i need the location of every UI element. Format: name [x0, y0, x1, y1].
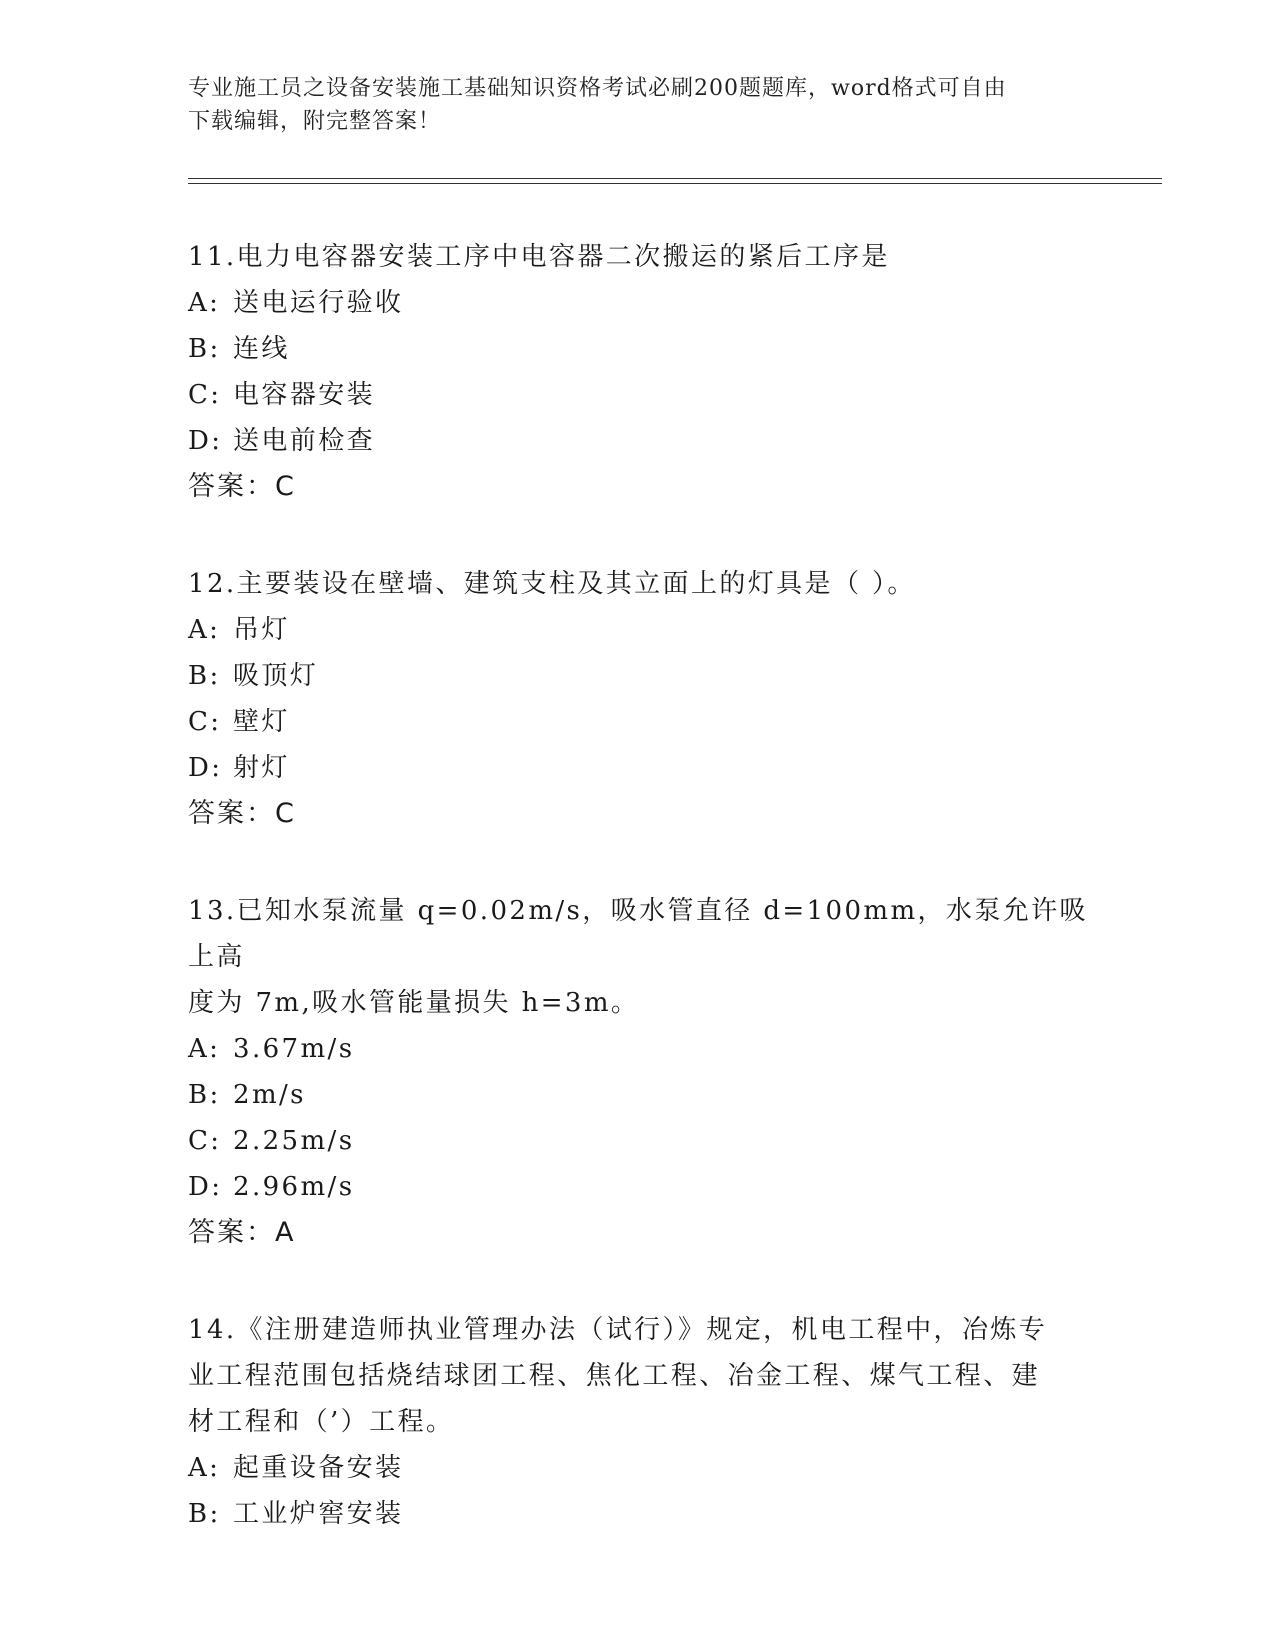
question-12: [188, 561, 1088, 837]
option-text: 送电运行验收: [233, 288, 404, 318]
option-key: B:: [188, 661, 221, 691]
option-text: 射灯: [233, 753, 290, 783]
question-stem-line-2: 度为 7m,吸水管能量损失 h=3m。: [188, 988, 640, 1018]
option-text: 电容器安装: [233, 380, 376, 410]
question-stem-line-1: 13.已知水泵流量 q=0.02m/s，吸水管直径 d=100mm，水泵允许吸上高: [188, 896, 1088, 972]
option-b: [188, 1491, 1088, 1537]
header-line-1: 专业施工员之设备安装施工基础知识资格考试必刷200题题库，word格式可自由: [188, 76, 1007, 101]
question-answer: 答案：C: [188, 798, 296, 829]
option-text: 3.67m/s: [233, 1034, 355, 1064]
option-b: [188, 653, 1088, 699]
option-key: C:: [188, 1126, 222, 1156]
header-divider-bottom: [188, 183, 1162, 184]
option-text: 起重设备安装: [233, 1453, 404, 1483]
option-text: 壁灯: [233, 707, 290, 737]
question-11: [188, 234, 1088, 510]
option-key: D:: [188, 753, 223, 783]
option-key: B:: [188, 1499, 221, 1529]
option-b: [188, 326, 1088, 372]
option-d: [188, 418, 1088, 464]
question-14: [188, 1307, 1088, 1537]
option-a: [188, 1445, 1088, 1491]
header-line-2: 下载编辑，附完整答案！: [188, 109, 442, 134]
question-stem-line-3: 材工程和（’）工程。: [188, 1407, 455, 1437]
option-text: 连线: [233, 334, 290, 364]
option-text: 工业炉窖安装: [233, 1499, 404, 1529]
question-answer: 答案：C: [188, 471, 296, 502]
option-text: 吊灯: [233, 615, 290, 645]
option-key: D:: [188, 426, 223, 456]
option-text: 2.96m/s: [233, 1172, 355, 1202]
question-stem: 11.电力电容器安装工序中电容器二次搬运的紧后工序是: [188, 242, 890, 272]
option-a: [188, 280, 1088, 326]
question-answer: 答案：A: [188, 1217, 296, 1248]
option-key: A:: [188, 1034, 221, 1064]
option-key: A:: [188, 615, 221, 645]
question-stem: 12.主要装设在壁墙、建筑支柱及其立面上的灯具是（ ）。: [188, 569, 916, 599]
option-text: 送电前检查: [233, 426, 376, 456]
option-a: [188, 1026, 1088, 1072]
question-13: [188, 888, 1088, 1256]
option-b: [188, 1072, 1088, 1118]
option-key: D:: [188, 1172, 223, 1202]
option-text: 2.25m/s: [233, 1126, 355, 1156]
option-c: [188, 699, 1088, 745]
question-stem-line-1: 14.《注册建造师执业管理办法（试行）》规定，机电工程中，冶炼专: [188, 1315, 1048, 1345]
question-stem-line-2: 业工程范围包括烧结球团工程、焦化工程、冶金工程、煤气工程、建: [188, 1361, 1041, 1391]
document-header: [188, 72, 1088, 138]
option-a: [188, 607, 1088, 653]
option-key: B:: [188, 334, 221, 364]
option-c: [188, 1118, 1088, 1164]
option-key: C:: [188, 707, 222, 737]
option-key: A:: [188, 288, 221, 318]
option-d: [188, 745, 1088, 791]
option-key: C:: [188, 380, 222, 410]
option-key: B:: [188, 1080, 221, 1110]
question-list: [188, 234, 1088, 1588]
option-text: 吸顶灯: [233, 661, 319, 691]
option-key: A:: [188, 1453, 221, 1483]
option-d: [188, 1164, 1088, 1210]
option-c: [188, 372, 1088, 418]
option-text: 2m/s: [233, 1080, 306, 1110]
header-divider-top: [188, 178, 1162, 179]
